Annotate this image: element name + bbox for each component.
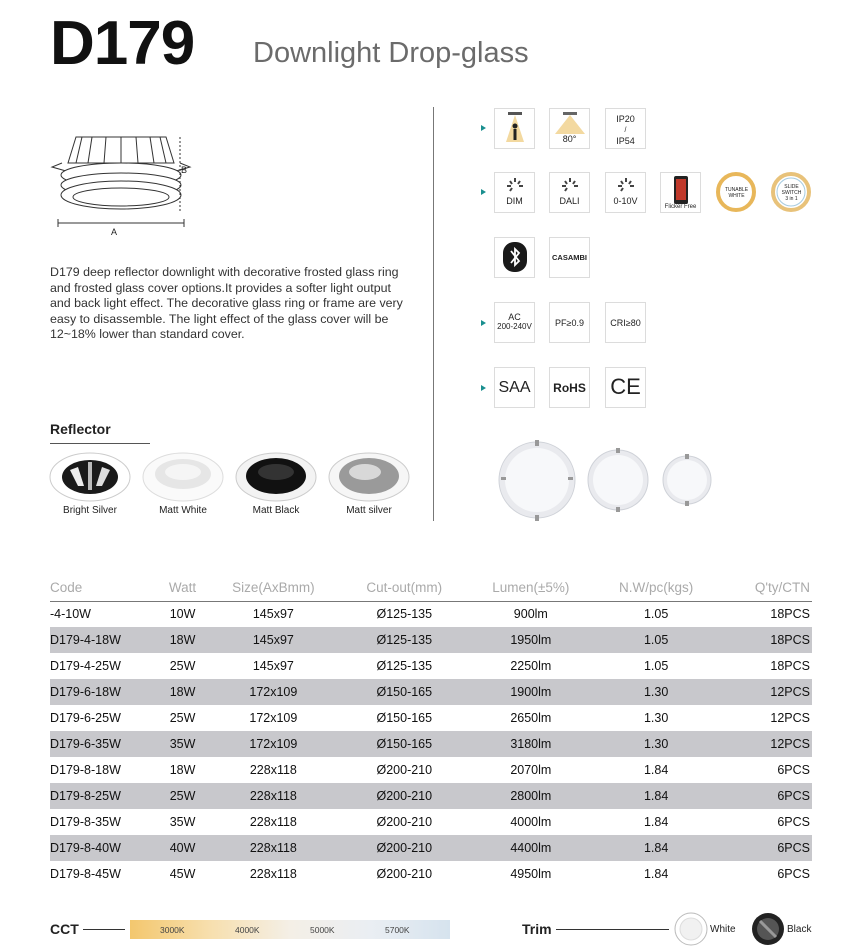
tunable-white-text: TUNABLE WHITE: [724, 187, 749, 199]
table-cell: 228x118: [249, 867, 297, 881]
rohs-text: RoHS: [553, 381, 586, 395]
pf-text: PF≥0.9: [555, 318, 584, 328]
table-cell: D179-4-25W: [50, 659, 121, 673]
flicker-free-icon: [660, 172, 701, 213]
bullet-arrow-icon: [481, 385, 486, 391]
trim-white-label: White: [710, 924, 736, 935]
table-cell: 1.84: [643, 867, 669, 881]
table-cell: 1.05: [643, 659, 669, 673]
table-cell: Ø150-165: [342, 679, 467, 705]
white-trim-icon: [673, 911, 709, 947]
ip-rating-icon: [605, 108, 646, 149]
table-cell: Ø125-135: [376, 607, 433, 622]
table-row: [50, 809, 812, 835]
table-cell: 6PCS: [718, 783, 812, 809]
table-cell: 2800lm: [467, 783, 595, 809]
black-trim-icon: [750, 911, 786, 947]
table-cell: Ø200-210: [342, 835, 467, 861]
cri-icon: [605, 302, 646, 343]
table-cell: 145x97: [205, 627, 342, 653]
reflector-label: Matt Black: [252, 505, 300, 516]
table-cell: Ø200-210: [376, 763, 433, 777]
table-cell: 1.84: [595, 835, 718, 861]
cct-gradient-bar: [130, 920, 450, 939]
table-cell: 6PCS: [777, 815, 810, 829]
table-cell: 228x118: [205, 783, 342, 809]
table-cell: 25W: [169, 711, 196, 725]
product-sizes-image: [495, 437, 720, 525]
table-cell: 6PCS: [718, 835, 812, 861]
table-cell: 1.84: [643, 763, 669, 777]
table-cell: 172x109: [205, 679, 342, 705]
trim-label: Trim: [522, 921, 552, 937]
table-cell: 4950lm: [510, 867, 552, 881]
table-cell: 228x118: [249, 815, 297, 829]
table-cell: 3180lm: [467, 731, 595, 757]
table-cell: 1.05: [643, 607, 669, 622]
tunable-white-icon: [716, 172, 757, 213]
rohs-icon: [549, 367, 590, 408]
table-header-row: [50, 575, 812, 601]
table-cell: 1.84: [643, 815, 669, 829]
reflector-title: Reflector: [50, 421, 111, 437]
table-cell: Ø125-135: [376, 659, 433, 673]
small-downlight-image: [663, 454, 711, 506]
bullet-arrow-icon: [481, 125, 486, 131]
slash-icon: /: [624, 127, 627, 134]
bullet-arrow-icon: [481, 189, 486, 195]
cct-label: CCT: [50, 921, 79, 937]
table-cell: 12PCS: [718, 679, 812, 705]
table-cell: 145x97: [252, 659, 294, 673]
casambi-icon: [549, 237, 590, 278]
reflector-label: Matt White: [159, 505, 207, 516]
table-cell: D179-8-18W: [50, 763, 121, 777]
table-cell: 6PCS: [777, 763, 810, 777]
table-cell: 12PCS: [770, 711, 810, 725]
table-cell: D179-8-35W: [50, 815, 121, 829]
cct-value: 3000K: [160, 925, 185, 935]
table-cell: 2650lm: [510, 711, 552, 725]
table-row: [50, 835, 812, 861]
table-cell: 145x97: [252, 607, 294, 622]
saa-text: SAA: [498, 379, 531, 396]
table-cell: 18W: [160, 679, 205, 705]
table-cell: 12PCS: [718, 731, 812, 757]
dimension-b-label: B: [181, 165, 188, 175]
product-code: D179: [50, 9, 195, 78]
ac-text: AC: [508, 312, 521, 322]
medium-downlight-image: [588, 448, 648, 512]
cct-value: 4000K: [235, 925, 260, 935]
table-cell: 1.30: [643, 711, 669, 725]
table-cell: 172x109: [249, 711, 298, 725]
table-cell: 10W: [169, 607, 196, 622]
table-cell: 4400lm: [467, 835, 595, 861]
ce-icon: [605, 367, 646, 408]
table-cell: D179-6-25W: [50, 711, 121, 725]
table-row: [50, 705, 812, 731]
header-weight: N.W/pc(kgs): [595, 575, 718, 601]
table-cell: 172x109: [205, 731, 342, 757]
ip-bottom-text: IP54: [616, 136, 635, 146]
table-cell: 40W: [160, 835, 205, 861]
table-row: [50, 601, 812, 627]
cct-value: 5700K: [385, 925, 410, 935]
dimension-a-label: A: [111, 227, 118, 237]
header-qty: Q'ty/CTN: [718, 575, 812, 601]
table-cell: 1.30: [595, 679, 718, 705]
header-lumen: Lumen(±5%): [467, 575, 595, 601]
table-cell: 1.30: [595, 731, 718, 757]
dali-text: DALI: [559, 196, 580, 206]
dim-icon: [494, 172, 535, 213]
table-cell: 18W: [169, 763, 196, 777]
table-cell: D179-8-40W: [50, 835, 160, 861]
ac-voltage-icon: [494, 302, 535, 343]
vertical-divider: [433, 107, 434, 521]
zero-ten-text: 0-10V: [613, 196, 638, 206]
table-cell: 35W: [169, 815, 196, 829]
reflector-underline: [50, 443, 150, 444]
table-cell: 1.84: [595, 783, 718, 809]
reflector-matt-white: [141, 452, 225, 516]
table-cell: 18PCS: [770, 659, 810, 673]
matt-white-reflector-icon: [141, 452, 225, 502]
reflector-matt-silver: [327, 452, 411, 516]
dali-icon: [549, 172, 590, 213]
table-cell: 228x118: [249, 763, 297, 777]
technical-drawing: [48, 125, 198, 240]
reflector-label: Bright Silver: [63, 505, 117, 516]
table-row: [50, 731, 812, 757]
table-cell: -4-10W: [50, 607, 91, 622]
table-cell: D179-4-18W: [50, 627, 160, 653]
table-cell: Ø200-210: [376, 867, 433, 881]
large-downlight-image: [499, 440, 575, 521]
trim-line: [556, 929, 669, 930]
table-cell: 2070lm: [510, 763, 552, 777]
reflector-matt-black: [234, 452, 318, 516]
table-cell: D179-6-18W: [50, 679, 160, 705]
table-row: [50, 757, 812, 783]
table-cell: 6PCS: [777, 867, 810, 881]
table-cell: D179-6-35W: [50, 731, 160, 757]
header-code: Code: [50, 575, 160, 601]
table-row: [50, 679, 812, 705]
table-cell: Ø125-135: [342, 627, 467, 653]
reflector-label: Matt silver: [346, 505, 392, 516]
reflector-bright-silver: [48, 452, 132, 516]
bright-silver-reflector-icon: [48, 452, 132, 502]
table-cell: 25W: [160, 783, 205, 809]
adjustable-angle-icon: [494, 108, 535, 149]
table-cell: Ø150-165: [376, 711, 433, 725]
cri-text: CRI≥80: [610, 318, 641, 328]
table-cell: 900lm: [513, 607, 548, 622]
table-cell: 35W: [160, 731, 205, 757]
dim-text: DIM: [506, 196, 523, 206]
voltage-text: 200-240V: [497, 322, 532, 331]
table-row: [50, 653, 812, 679]
cct-line: [83, 929, 125, 930]
product-subtitle: Downlight Drop-glass: [253, 37, 529, 69]
table-cell: 18W: [160, 627, 205, 653]
table-cell: D179-8-45W: [50, 867, 121, 881]
cct-value: 5000K: [310, 925, 335, 935]
spec-table: [50, 575, 812, 887]
table-cell: 2250lm: [510, 659, 552, 673]
table-row: [50, 861, 812, 887]
trim-black-label: Black: [787, 924, 812, 935]
table-cell: Ø200-210: [376, 815, 433, 829]
table-cell: 228x118: [205, 835, 342, 861]
matt-silver-reflector-icon: [327, 452, 411, 502]
table-cell: 25W: [169, 659, 196, 673]
slide-switch-text: SLIDE SWITCH 3 in 1: [781, 184, 802, 202]
table-cell: 18PCS: [718, 627, 812, 653]
table-cell: 4000lm: [510, 815, 552, 829]
beam-angle-icon: [549, 108, 590, 149]
table-cell: 1.05: [595, 627, 718, 653]
ip-top-text: IP20: [616, 114, 635, 124]
table-cell: 1900lm: [467, 679, 595, 705]
beam-angle-text: 80°: [562, 134, 577, 144]
table-cell: D179-8-25W: [50, 783, 160, 809]
header-cutout: Cut-out(mm): [342, 575, 467, 601]
table-cell: 45W: [169, 867, 196, 881]
slide-switch-icon: [771, 172, 812, 213]
flicker-free-text: Flicker Free: [664, 204, 697, 210]
table-cell: Ø200-210: [342, 783, 467, 809]
table-row: [50, 627, 812, 653]
ce-text: CE: [610, 374, 641, 399]
header-size: Size(AxBmm): [205, 575, 342, 601]
table-cell: 18PCS: [770, 607, 810, 622]
saa-icon: [494, 367, 535, 408]
matt-black-reflector-icon: [234, 452, 318, 502]
bluetooth-icon: [494, 237, 535, 278]
bullet-arrow-icon: [481, 320, 486, 326]
product-description: D179 deep reflector downlight with decorative frosted glass ring and frosted glass cover options.It provides a softer light output and back light effect. The decorative glass ring or frame are very easy to disassemble. The light effect of the glass cover will be 12~18% lower than standard cover.: [50, 265, 403, 342]
power-factor-icon: [549, 302, 590, 343]
table-cell: 1950lm: [467, 627, 595, 653]
header-watt: Watt: [160, 575, 205, 601]
table-row: [50, 783, 812, 809]
zero-ten-volt-icon: [605, 172, 646, 213]
table-cell: Ø150-165: [342, 731, 467, 757]
casambi-text: CASAMBI: [552, 253, 587, 262]
